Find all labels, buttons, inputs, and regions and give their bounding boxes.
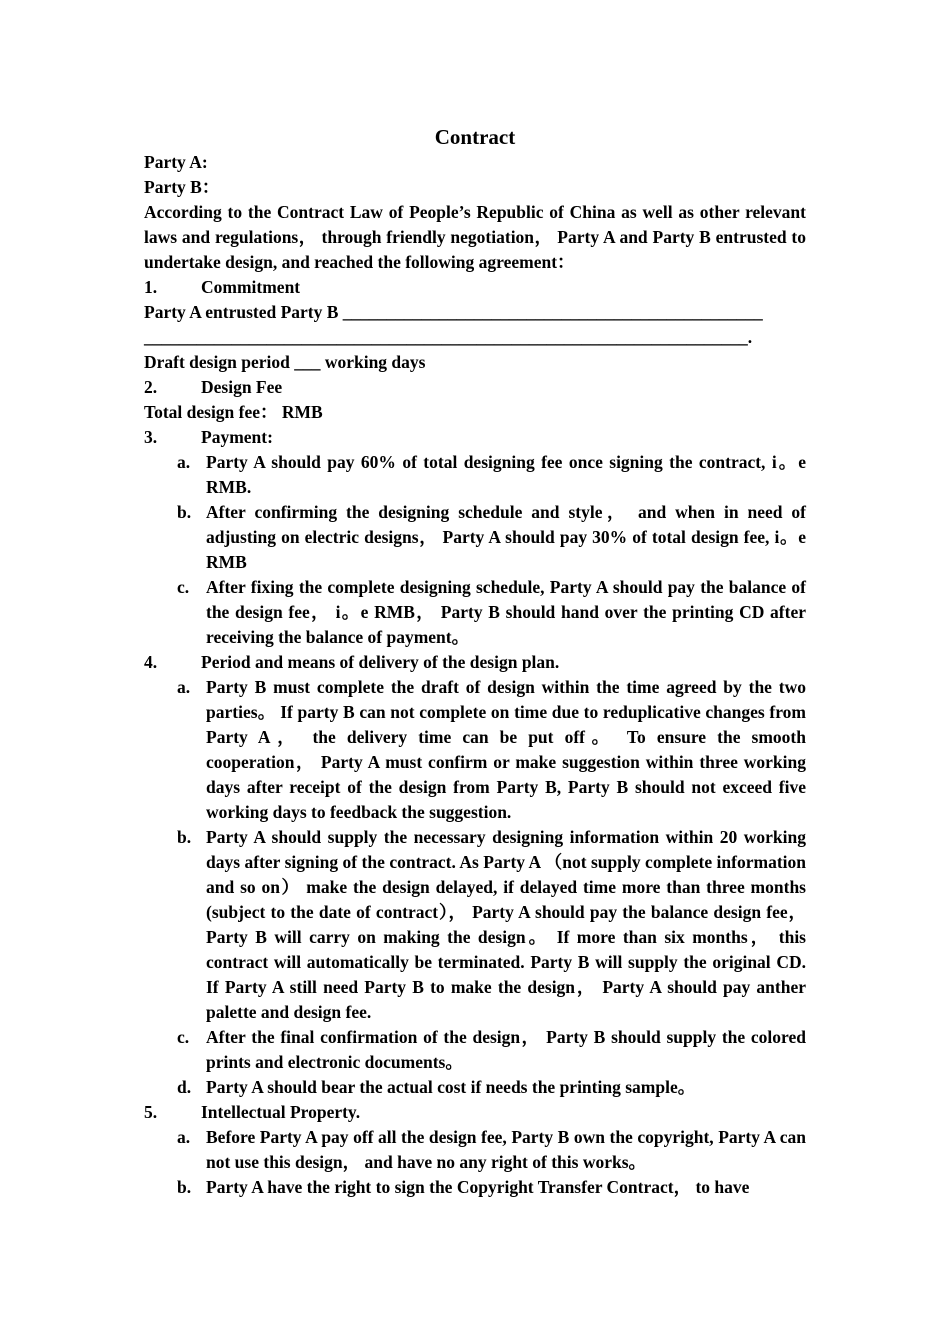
item-text: After the final confirmation of the design， Party B should supply the colored prints and electronic documents。 [206,1027,806,1072]
item-label: c. [177,1027,190,1047]
preamble: According to the Contract Law of People’s Republic of China as well as other relevant laws and regulations， through friendly negotiation， Party A and Party B entrusted to undertake design, and reached the following agreement： [144,202,806,272]
item-text: After fixing the complete designing schedule, Party A should pay the balance of the design fee， i。e RMB， Party B should hand over the printing CD after receiving the balance of payment。 [206,577,806,647]
list-item [177,825,806,1025]
list-item [177,450,806,500]
section-number: 2. [144,377,158,397]
item-label: a. [177,452,191,472]
list-item [177,1025,806,1075]
list-item [177,500,806,575]
list-item [177,575,806,650]
section-title: Design Fee [201,377,283,397]
draft-period: Draft design period ___ working days [144,352,426,372]
item-label: a. [177,677,191,697]
section-title: Commitment [201,277,301,297]
item-text: Party B must complete the draft of design within the time agreed by the two parties。 If party B can not complete on time due to reduplicative changes from Party A， the delivery time can be put off。 To ensure the smooth cooperation， Party A must confirm or make suggestion within three working days after receipt of the design from Party B, Party B should not exceed five working days to feedback the suggestion. [206,677,806,822]
item-text: Before Party A pay off all the design fee, Party B own the copyright, Party A can not use this design， and have no any right of this works。 [206,1127,806,1172]
document-page [144,124,806,1200]
commitment-blank: _____________________________________________________________________. [144,327,753,347]
party-b-line: Party B： [144,177,220,197]
document-title: Contract [434,125,516,149]
item-text: Party A should pay 60% of total designing fee once signing the contract, i。e RMB. [206,452,806,497]
section-2-heading [144,375,806,400]
total-fee: Total design fee： RMB [144,402,323,422]
item-label: b. [177,1177,192,1197]
list-item [177,1125,806,1175]
section-title: Payment: [201,427,273,447]
section-1-heading [144,275,806,300]
list-item [177,1175,806,1200]
section-number: 5. [144,1102,158,1122]
commitment-line: Party A entrusted Party B ________________________________________________ [144,302,763,322]
item-label: b. [177,827,192,847]
item-label: a. [177,1127,191,1147]
item-text: Party A have the right to sign the Copyright Transfer Contract， to have [206,1177,750,1197]
section-5-heading [144,1100,806,1125]
item-text: Party A should bear the actual cost if needs the printing sample。 [206,1077,696,1097]
item-label: c. [177,577,190,597]
item-text: After confirming the designing schedule and style， and when in need of adjusting on electric designs， Party A should pay 30% of total design fee, i。e RMB [206,502,806,572]
party-a-line: Party A: [144,152,208,172]
section-number: 1. [144,277,158,297]
item-label: b. [177,502,192,522]
list-item [177,1075,806,1100]
section-4-heading [144,650,806,675]
list-item [177,675,806,825]
item-label: d. [177,1077,192,1097]
item-text: Party A should supply the necessary designing information within 20 working days after signing of the contract. As Party A （not supply complete information and so on） make the design delayed, if delayed time more than three months (subject to the date of contract）， Party A should pay the balance design fee， Party B will carry on making the design。 If more than six months， this contract will automatically be terminated. Party B will supply the original CD. If Party A still need Party B to make the design， Party A should pay anther palette and design fee. [206,827,806,1022]
section-number: 3. [144,427,158,447]
section-3-heading [144,425,806,450]
section-number: 4. [144,652,158,672]
section-title: Period and means of delivery of the design plan. [201,652,560,672]
section-title: Intellectual Property. [201,1102,361,1122]
